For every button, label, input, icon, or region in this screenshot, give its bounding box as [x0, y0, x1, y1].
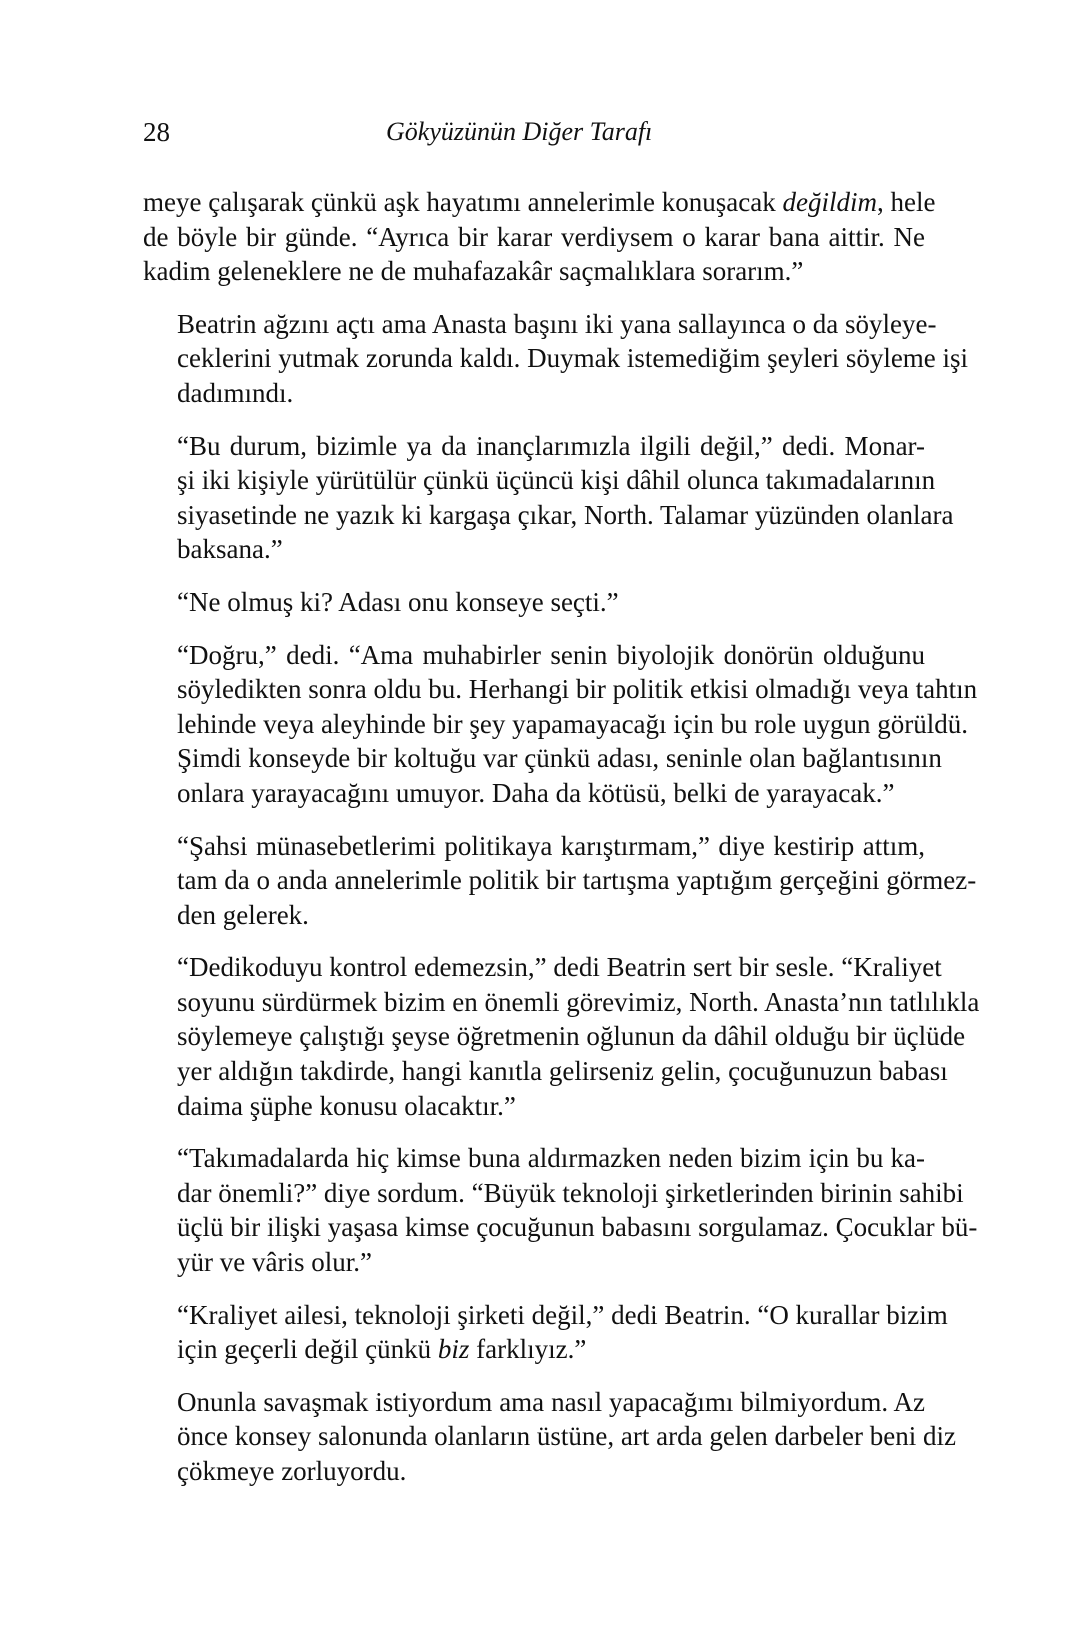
text-line: [143, 1054, 948, 1089]
text-line: [143, 1210, 978, 1245]
text-line: [143, 532, 925, 567]
text-line: [143, 1089, 925, 1124]
text-run: kadim geleneklere ne de muhafazakâr saçmalıklara sorarım.”: [143, 256, 804, 287]
paragraph: [143, 1385, 956, 1489]
text-line: [143, 585, 925, 620]
text-run: Onunla savaşmak istiyordum ama nasıl yapacağımı bilmiyordum. Az: [177, 1386, 925, 1417]
text-line: [143, 863, 977, 898]
text-run: baksana.”: [177, 534, 283, 565]
text-line: [143, 1454, 925, 1489]
text-run: dadımındı.: [177, 377, 294, 408]
text-run: tam da o anda annelerimle politik bir tartışma yaptığım gerçeğini görmez-: [177, 865, 977, 896]
text-line: [143, 1019, 966, 1054]
text-run: üçlü bir ilişki yaşasa kimse çocuğunun babasını sorgulamaz. Çocuklar bü-: [177, 1212, 978, 1243]
text-line: [143, 1419, 956, 1454]
text-run: Beatrin ağzını açtı ama Anasta başını iki yana sallayınca o da söyleye-: [177, 308, 937, 339]
text-line: [143, 1176, 964, 1211]
text-run: Şimdi konseyde bir koltuğu var çünkü adası, seninle olan bağlantısının: [177, 743, 942, 774]
text-run: soyunu sürdürmek bizim en önemli görevimiz, North. Anasta’nın tatlılıkla: [177, 986, 980, 1017]
italic-text: biz: [437, 1334, 470, 1365]
text-run: yer aldığın takdirde, hangi kanıtla gelirseniz gelin, çocuğunuzun babası: [177, 1056, 948, 1087]
text-line: [143, 254, 925, 289]
paragraph: [143, 638, 978, 811]
text-line: [143, 1298, 948, 1333]
page-number: 28: [143, 117, 170, 147]
text-run: çökmeye zorluyordu.: [177, 1456, 407, 1486]
body-text: [143, 185, 980, 1507]
text-line: [143, 1245, 925, 1280]
text-run: daima şüphe konusu olacaktır.”: [177, 1090, 516, 1121]
text-line: [143, 463, 936, 498]
paragraph: [143, 1141, 978, 1279]
text-line: [143, 707, 968, 742]
text-run: “Bu durum, bizimle ya da inançlarımızla ilgili değil,” dedi. Monar-: [177, 430, 925, 461]
text-line: [143, 950, 942, 985]
text-run: “Ne olmuş ki? Adası onu konseye seçti.”: [177, 586, 619, 617]
text-line: [143, 1332, 925, 1367]
text-line: [143, 185, 936, 220]
italic-text: değildim: [782, 187, 877, 217]
text-run: şi iki kişiyle yürütülür çünkü üçüncü kişi dâhil olunca takımadalarının: [177, 465, 936, 496]
text-run: “Kraliyet ailesi, teknoloji şirketi değil,” dedi Beatrin. “O kurallar bizim: [177, 1299, 948, 1330]
text-line: [143, 741, 942, 776]
text-line: [143, 1385, 925, 1420]
text-line: [143, 307, 937, 342]
paragraph: [143, 585, 925, 620]
text-run: “Takımadalarda hiç kimse buna aldırmazken neden bizim için bu ka-: [177, 1143, 925, 1174]
paragraph: [143, 429, 954, 567]
text-line: [143, 776, 925, 811]
text-run: de böyle bir günde. “Ayrıca bir karar verdiysem o karar bana aittir. Ne: [143, 221, 925, 252]
text-line: [143, 985, 980, 1020]
text-line: [143, 1141, 925, 1176]
text-line: [143, 498, 954, 533]
text-line: [143, 341, 969, 376]
text-line: [143, 429, 925, 464]
text-line: [143, 376, 925, 411]
text-run: “Dedikoduyu kontrol edemezsin,” dedi Beatrin sert bir sesle. “Kraliyet: [177, 952, 942, 983]
text-run: ceklerini yutmak zorunda kaldı. Duymak istemediğim şeyleri söyleme işi: [177, 343, 969, 374]
text-run: “Şahsi münasebetlerimi politikaya karıştırmam,” diye kestirip attım,: [177, 830, 925, 861]
paragraph: [143, 829, 977, 933]
text-run: siyasetinde ne yazık ki kargaşa çıkar, North. Talamar yüzünden olanlara: [177, 499, 954, 530]
paragraph: [143, 307, 969, 411]
text-run: söyledikten sonra oldu bu. Herhangi bir politik etkisi olmadığı veya tahtın: [177, 674, 978, 705]
text-line: [143, 672, 978, 707]
text-line: [143, 829, 925, 864]
text-run: farklıyız.”: [469, 1334, 587, 1365]
text-run: için geçerli değil çünkü: [177, 1334, 438, 1365]
text-line: [143, 638, 925, 673]
paragraph: [143, 1298, 948, 1367]
paragraph: [143, 185, 936, 289]
text-run: , hele: [877, 187, 936, 217]
text-line: [143, 220, 925, 255]
text-run: önce konsey salonunda olanların üstüne, art arda gelen darbeler beni diz: [177, 1421, 956, 1452]
text-run: onlara yarayacağını umuyor. Daha da kötüsü, belki de yarayacak.”: [177, 777, 895, 808]
text-run: meye çalışarak çünkü aşk hayatımı annelerimle konuşacak: [143, 187, 783, 217]
page-header: [143, 112, 933, 152]
text-run: lehinde veya aleyhinde bir şey yapamayacağı için bu role uygun görüldü.: [177, 708, 968, 739]
text-run: söylemeye çalıştığı şeyse öğretmenin oğlunun da dâhil olduğu bir üçlüde: [177, 1021, 966, 1052]
text-run: yür ve vâris olur.”: [177, 1247, 372, 1278]
running-title: Gökyüzünün Diğer Tarafı: [386, 117, 653, 146]
text-run: dar önemli?” diye sordum. “Büyük teknoloji şirketlerinden birinin sahibi: [177, 1177, 964, 1208]
text-run: den gelerek.: [177, 899, 309, 930]
paragraph: [143, 950, 980, 1123]
text-line: [143, 898, 925, 933]
text-run: “Doğru,” dedi. “Ama muhabirler senin biyolojik donörün olduğunu: [177, 639, 925, 670]
